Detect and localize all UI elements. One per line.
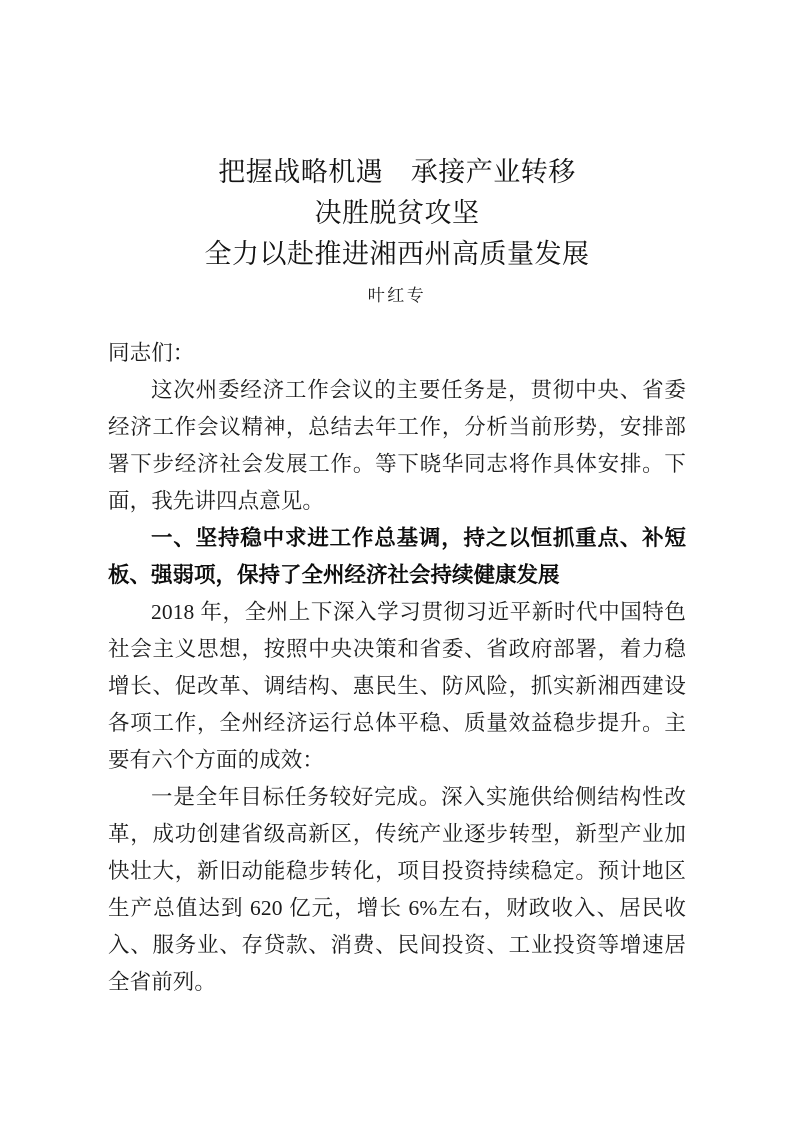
title-line-3: 全力以赴推进湘西州高质量发展 [204,239,590,269]
title-line-2: 决胜脱贫攻坚 [314,198,480,228]
document-content-column [108,0,686,1001]
document-author: 叶红专 [367,286,427,305]
document-title [108,0,686,275]
paragraph-salutation: 同志们： [108,341,195,365]
title-line-1: 把握战略机遇 承接产业转移 [218,157,576,187]
paragraph-point-one: 一是全年目标任务较好完成。深入实施供给侧结构性改革，成功创建省级高新区，传统产业逐步转型，新型产业加快壮大，新旧动能稳步转化，项目投资持续稳定。预计地区生产总值达到 620 亿元，增长 6%左右，财政收入、居民收入、服务业、存贷款、消费、民间投资、工业投资等增速居全省前列。 [108,785,686,994]
paragraph-year-2018-overview: 2018 年，全州上下深入学习贯彻习近平新时代中国特色社会主义思想，按照中央决策和省委、省政府部署，着力稳增长、促改革、调结构、惠民生、防风险，抓实新湘西建设各项工作，全州经济运行总体平稳、质量效益稳步提升。主要有六个方面的成效： [108,600,686,772]
paragraph-opening: 这次州委经济工作会议的主要任务是，贯彻中央、省委经济工作会议精神，总结去年工作，分析当前形势，安排部署下步经济社会发展工作。等下晓华同志将作具体安排。下面，我先讲四点意见。 [108,378,686,513]
section-heading-one: 一、坚持稳中求进工作总基调，持之以恒抓重点、补短板、强弱项，保持了全州经济社会持续健康发展 [108,526,686,587]
document-body [108,309,686,1001]
